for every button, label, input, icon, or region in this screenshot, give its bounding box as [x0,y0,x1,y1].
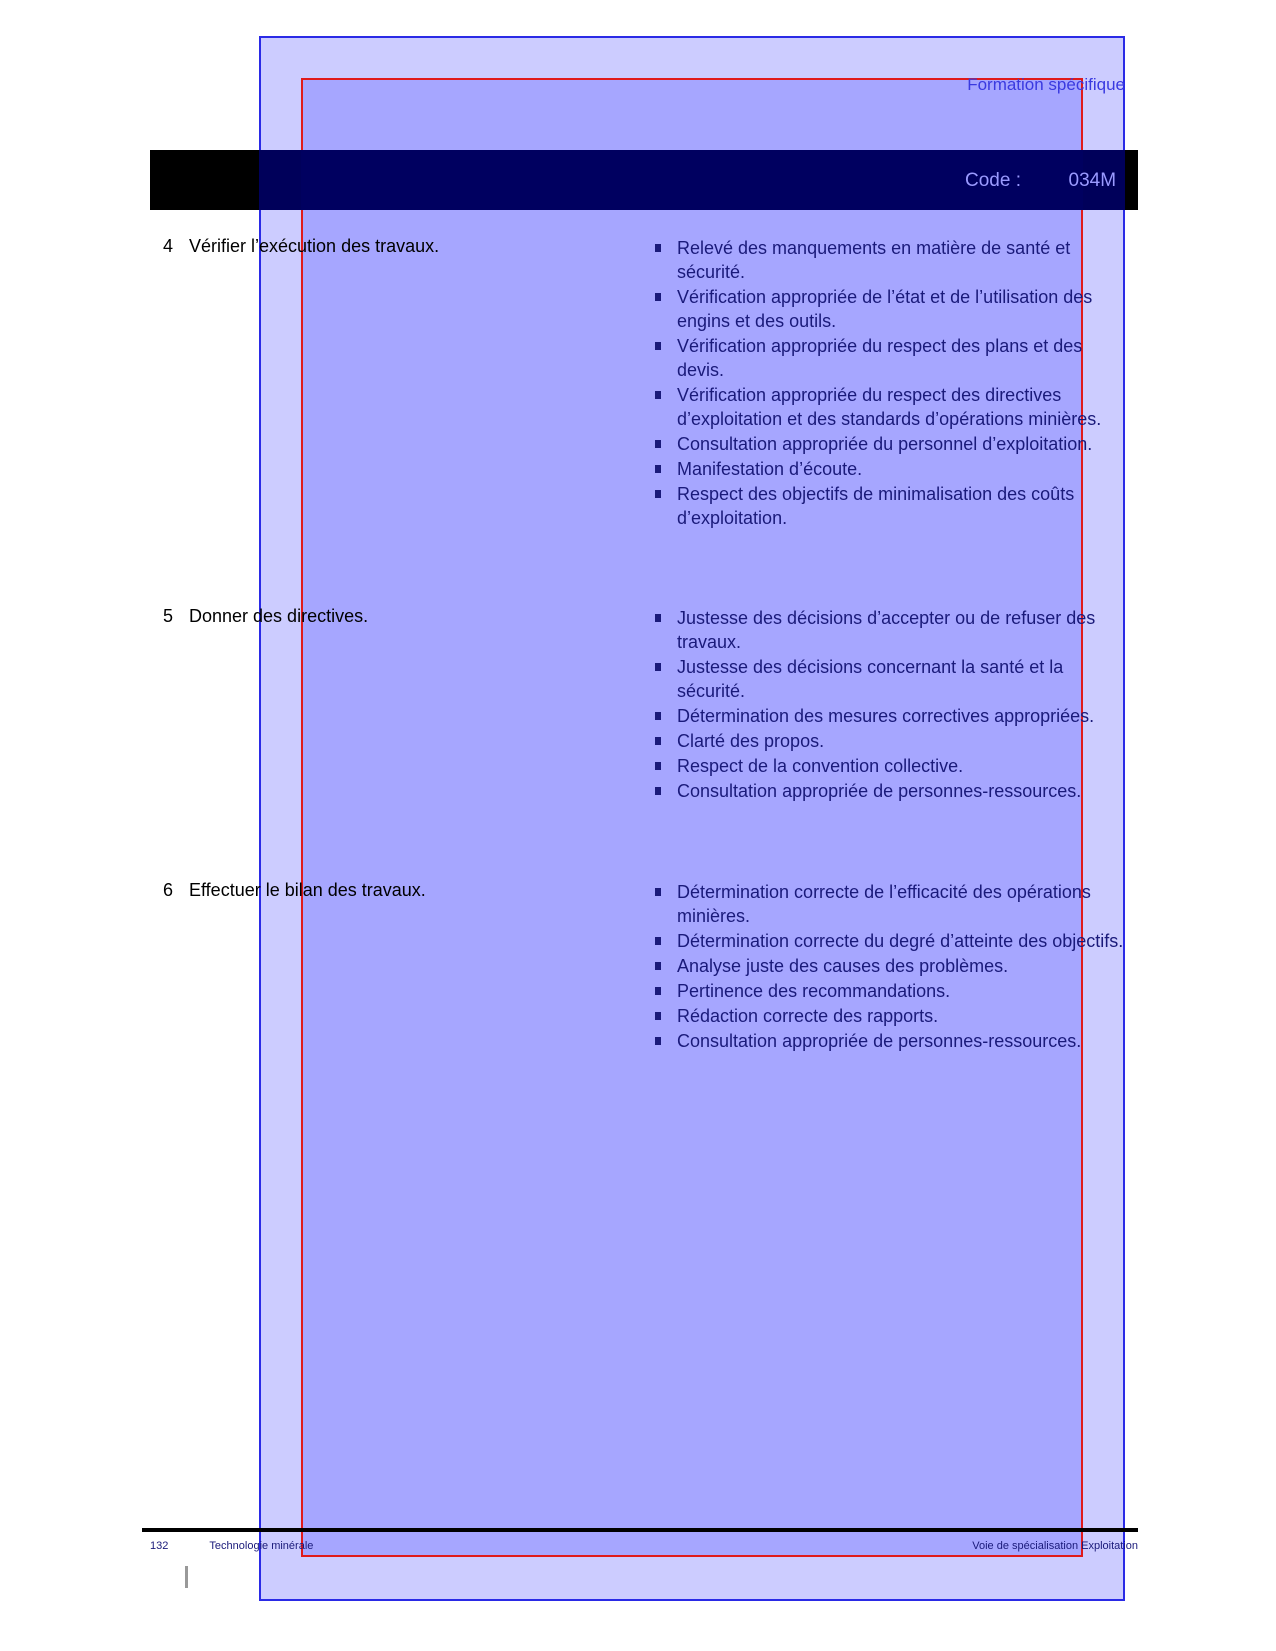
code-line [965,170,1116,192]
footer-right-title: Voie de spécialisation Exploitation [972,1540,1138,1552]
criterion: Consultation appropriée de personnes-ressources. [655,1029,1125,1053]
criteria-list [655,236,1125,531]
step-number: 4 [163,236,174,256]
page-footer [150,1540,1138,1552]
criteria-list [655,880,1125,1054]
criterion: Consultation appropriée de personnes-ressources. [655,779,1125,803]
step-text: Vérifier l’exécution des travaux. [189,236,440,256]
step-label [163,236,653,257]
step-text: Effectuer le bilan des travaux. [189,880,426,900]
step-label [163,606,653,627]
footer-left [150,1540,313,1552]
criterion: Rédaction correcte des rapports. [655,1004,1125,1028]
page-number: 132 [150,1540,169,1552]
footer-rule [142,1528,1138,1532]
criterion: Justesse des décisions d’accepter ou de refuser des travaux. [655,606,1125,654]
criterion: Analyse juste des causes des problèmes. [655,954,1125,978]
criterion: Justesse des décisions concernant la santé et la sécurité. [655,655,1125,703]
criteria-list [655,606,1125,804]
criterion: Détermination correcte de l’efficacité des opérations minières. [655,880,1125,928]
criterion: Clarté des propos. [655,729,1125,753]
code-label: Code : [965,170,1021,191]
criterion: Pertinence des recommandations. [655,979,1125,1003]
criterion: Consultation appropriée du personnel d’exploitation. [655,432,1125,456]
criterion: Détermination correcte du degré d’atteinte des objectifs. [655,929,1125,953]
code-value: 034M [1068,170,1117,191]
footer-left-title: Technologie minérale [209,1540,314,1552]
step-number: 5 [163,606,174,626]
criterion: Manifestation d’écoute. [655,457,1125,481]
criterion: Détermination des mesures correctives appropriées. [655,704,1125,728]
step-number: 6 [163,880,174,900]
criterion: Vérification appropriée du respect des directives d’exploitation et des standards d’opérations minières. [655,383,1125,431]
criterion: Relevé des manquements en matière de santé et sécurité. [655,236,1125,284]
criterion: Vérification appropriée de l’état et de l’utilisation des engins et des outils. [655,285,1125,333]
step-label [163,880,653,901]
page-header-title: Formation spécifique [967,75,1125,94]
step-text: Donner des directives. [189,606,369,626]
criterion: Vérification appropriée du respect des plans et des devis. [655,334,1125,382]
criterion: Respect de la convention collective. [655,754,1125,778]
criterion: Respect des objectifs de minimalisation des coûts d’exploitation. [655,482,1125,530]
margin-mark [185,1566,188,1588]
